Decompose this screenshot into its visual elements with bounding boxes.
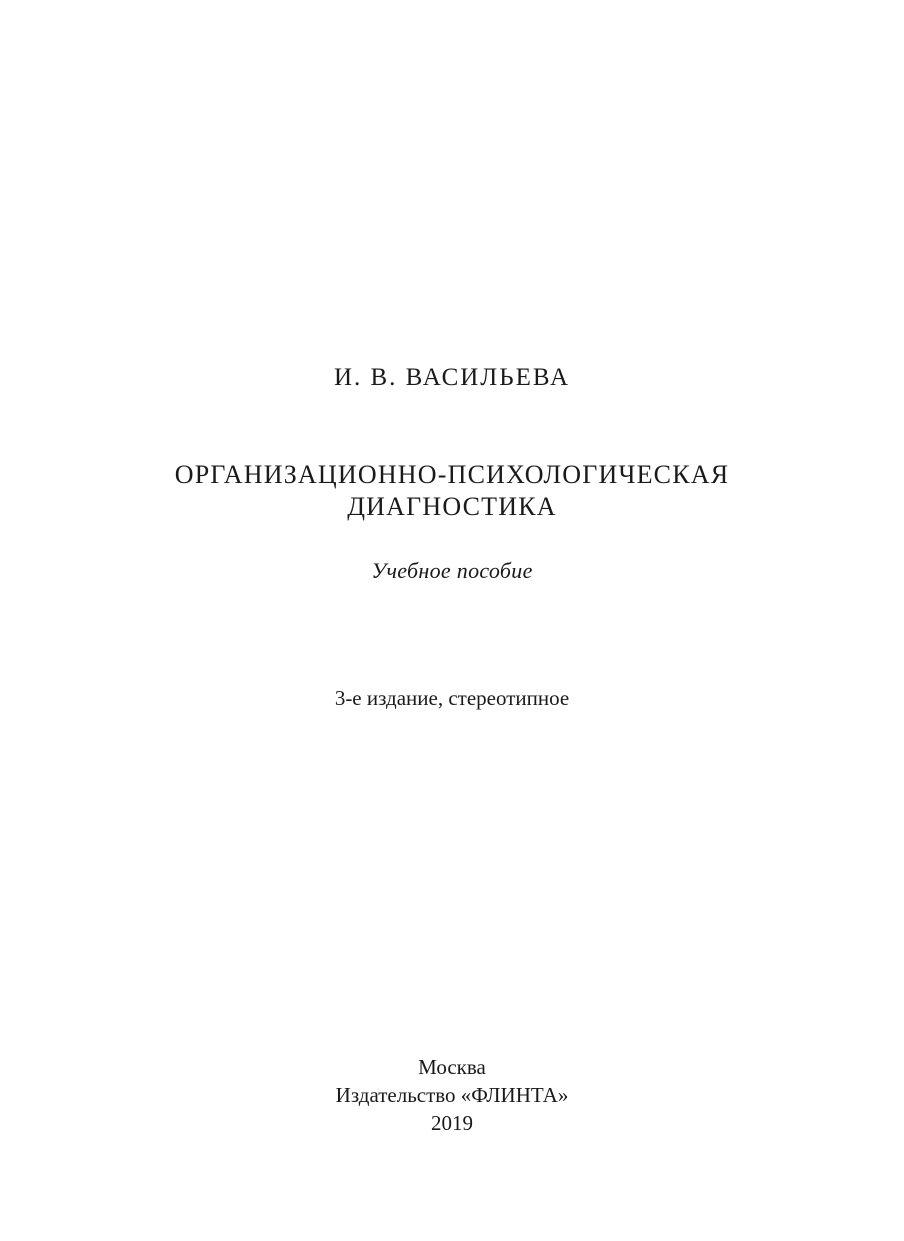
edition-note: 3-е издание, стереотипное: [334, 686, 570, 710]
book-title-line-2: ДИАГНОСТИКА: [347, 492, 557, 521]
imprint-publisher: Издательство «ФЛИНТА»: [335, 1083, 569, 1107]
author-name: И. В. ВАСИЛЬЕВА: [333, 364, 571, 391]
book-subtitle: Учебное пособие: [371, 558, 533, 583]
book-title-line-1: ОРГАНИЗАЦИОННО-ПСИХОЛОГИЧЕСКАЯ: [174, 460, 730, 489]
imprint-city: Москва: [418, 1055, 486, 1079]
imprint-year: 2019: [431, 1111, 473, 1135]
